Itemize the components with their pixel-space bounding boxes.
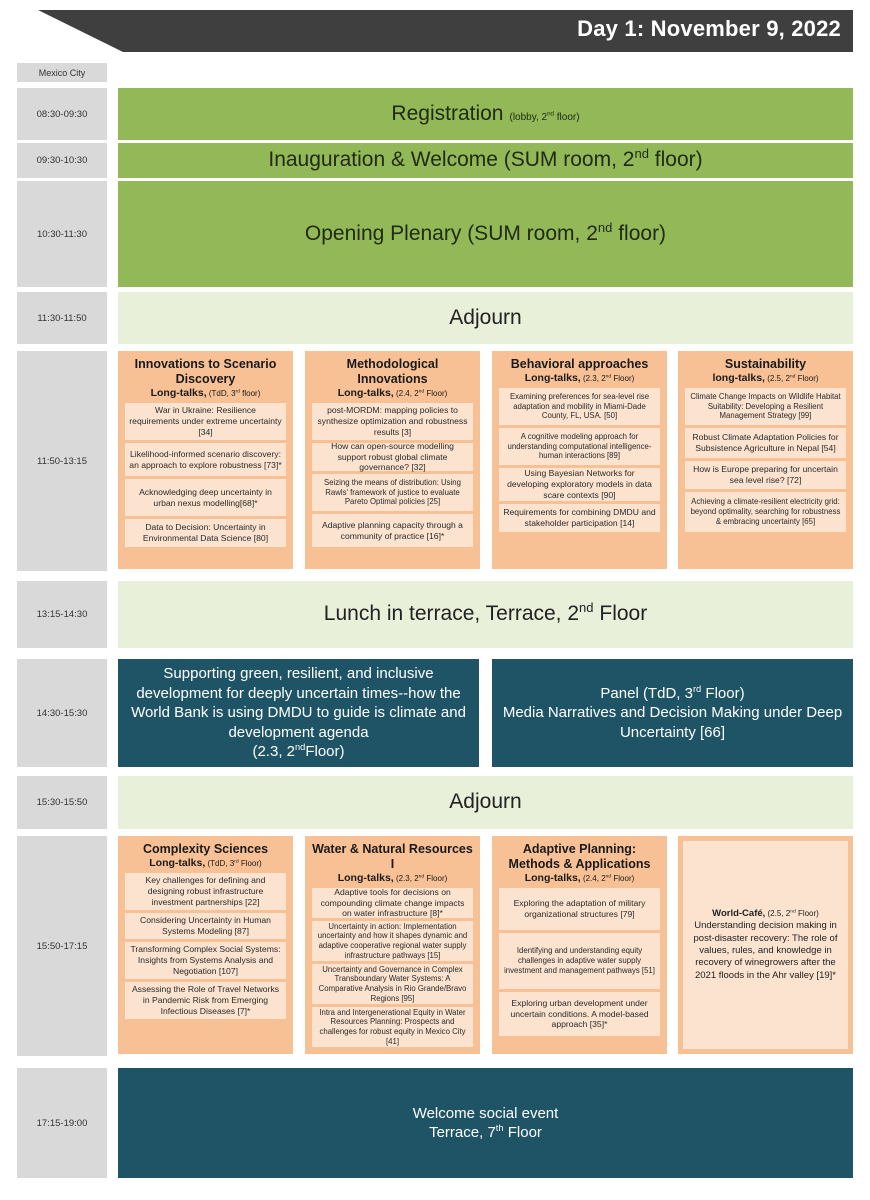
time-adjourn-1: 11:30-11:50 [17,292,107,344]
talk-item: Likelihood-informed scenario discovery: an approach to explore robustness [73]* [125,443,286,476]
session-type: Long-talks, (TdD, 3rd Floor) [149,857,262,869]
time-social: 17:15-19:00 [17,1068,107,1178]
talk-item: Examining preferences for sea-level rise adaptation and mobility in Miami-Dade County, FL, USA. [50] [499,388,660,425]
talk-item: Acknowledging deep uncertainty in urban nexus modelling[68]* [125,479,286,516]
session-type: Long-talks, (2.4, 2nd Floor) [524,872,635,884]
time-lunch: 13:15-14:30 [17,581,107,648]
session-title: Adaptive Planning: Methods & Applications [508,842,651,871]
session-scenario-discovery [118,351,293,569]
worldbank-text: Supporting green, resilient, and inclusive development for deeply uncertain times--how the World Bank is using DMDU to guide is climate and development agenda (2.3, 2ndFloor) [131,665,466,761]
session-title: Complexity Sciences [142,842,269,856]
session-header [497,357,662,384]
adjourn-block-2 [118,776,853,829]
lunch-title: Lunch in terrace, Terrace, 2nd Floor [323,600,648,626]
time-sessions-1: 11:50-13:15 [17,351,107,571]
session-title: Sustainability [724,357,807,371]
time-adjourn-2: 15:30-15:50 [17,776,107,829]
time-inauguration: 09:30-10:30 [17,143,107,178]
talk-item: Uncertainty in action: Implementation uncertainty and how it shapes dynamic and adaptive cooperative regional water supply infrastructure pathways [15] [312,921,473,961]
session-water-natural-resources [305,836,480,1054]
talk-item: Intra and Intergenerational Equity in Water Resources Planning: Prospects and challenges for robust equity in Mexico City [41] [312,1007,473,1047]
time-afternoon: 14:30-15:30 [17,659,107,767]
session-header [310,357,475,399]
talk-item: Exploring urban development under uncertain conditions. A model-based approach [35]* [499,992,660,1036]
session-world-cafe [678,836,853,1054]
talk-item: A cognitive modeling approach for understanding computational intelligence-human interactions [89] [499,428,660,465]
inauguration-block [118,143,853,178]
session-title: Methodological Innovations [346,357,439,386]
social-block [118,1068,853,1178]
lunch-block [118,581,853,648]
adjourn-title-1: Adjourn [449,305,522,329]
talk-item: Climate Change Impacts on Wildlife Habitat Suitability: Developing a Resilient Management Strategy [99] [685,388,846,425]
session-type: Long-talks, (2.3, 2nd Floor) [524,372,635,384]
talk-item: Using Bayesian Networks for developing exploratory models in data scare contexts [90] [499,468,660,501]
talk-item: Seizing the means of distribution: Using Rawls' framework of justice to evaluate Pareto Optimal policies [25] [312,474,473,511]
time-sessions-2: 15:50-17:15 [17,836,107,1056]
page-title: Day 1: November 9, 2022 [577,16,841,41]
registration-block [118,88,853,140]
talk-item: Adaptive planning capacity through a community of practice [16]* [312,514,473,547]
session-header [310,842,475,884]
adjourn-title-2: Adjourn [449,790,522,814]
session-methodological-innovations [305,351,480,569]
session-header [683,357,848,384]
city-label: Mexico City [17,63,107,82]
social-text: Welcome social event Terrace, 7th Floor [412,1104,559,1141]
time-plenary: 10:30-11:30 [17,181,107,287]
talk-item: Considering Uncertainty in Human Systems Modeling [87] [125,913,286,939]
inauguration-title: Inauguration & Welcome (SUM room, 2nd floor) [268,146,703,172]
session-header [497,842,662,884]
talk-item: Uncertainty and Governance in Complex Transboundary Water Systems: A Comparative Analysis in Rio Grande/Bravo Regions [95] [312,964,473,1004]
session-type: Long-talks, (2.3, 2nd Floor) [337,872,448,884]
session-title: Innovations to Scenario Discovery [134,357,277,386]
session-header [123,842,288,869]
header-banner [38,10,853,52]
worldcafe-content [683,841,848,1049]
worldbank-block [118,659,479,767]
worldcafe-text: Understanding decision making in post-disaster recovery: The role of values, rules, and knowledge in recovery of winegrowers after the 2021 floods in the Ahr valley [19]* [693,920,838,981]
talk-item: post-MORDM: mapping policies to synthesize optimization and robustness results [3] [312,403,473,440]
panel-block [492,659,853,767]
session-type: long-talks, (2.5, 2nd Floor) [712,372,819,384]
talk-item: Requirements for combining DMDU and stakeholder participation [14] [499,504,660,532]
session-type: Long-talks, (2.4, 2nd Floor) [337,387,448,399]
worldcafe-title: World-Café, [712,907,766,919]
registration-note: (lobby, 2nd floor) [509,110,580,123]
registration-title: Registration [391,101,504,125]
talk-item: Robust Climate Adaptation Policies for Subsistence Agriculture in Nepal [54] [685,428,846,458]
session-sustainability [678,351,853,569]
talk-item: Exploring the adaptation of military organizational structures [79] [499,888,660,930]
session-title: Behavioral approaches [510,357,649,371]
talk-item: How is Europe preparing for uncertain sea level rise? [72] [685,461,846,489]
panel-text: Panel (TdD, 3rd Floor) Media Narratives and Decision Making under Deep Uncertainty [66] [502,683,843,741]
adjourn-block-1 [118,292,853,344]
talk-item: Adaptive tools for decisions on compounding climate change impacts on water infrastructure [8]* [312,888,473,918]
session-adaptive-planning [492,836,667,1054]
talk-item: How can open-source modelling support robust global climate governance? [32] [312,443,473,471]
session-complexity-sciences [118,836,293,1054]
talk-item: War in Ukraine: Resilience requirements under extreme uncertainty [34] [125,403,286,440]
session-title: Water & Natural Resources I [312,842,473,871]
session-behavioral-approaches [492,351,667,569]
talk-item: Data to Decision: Uncertainty in Environmental Data Science [80] [125,519,286,547]
talk-item: Key challenges for defining and designing robust infrastructure investment partnerships [22] [125,873,286,910]
talk-item: Identifying and understanding equity challenges in adaptive water supply investment and management pathways [51] [499,933,660,989]
session-type: Long-talks, (TdD, 3rd floor) [150,387,261,399]
talk-item: Achieving a climate-resilient electricity grid: beyond optimality, searching for robustness & embracing uncertainty [65] [685,492,846,532]
talk-item: Assessing the Role of Travel Networks in Pandemic Risk from Emerging Infectious Diseases [7]* [125,982,286,1019]
plenary-block [118,181,853,287]
time-registration: 08:30-09:30 [17,88,107,140]
plenary-title: Opening Plenary (SUM room, 2nd floor) [304,219,667,245]
session-header [123,357,288,399]
talk-item: Transforming Complex Social Systems: Insights from Systems Analysis and Negotiation [107] [125,942,286,979]
worldcafe-location: (2.5, 2nd Floor) [765,908,819,918]
